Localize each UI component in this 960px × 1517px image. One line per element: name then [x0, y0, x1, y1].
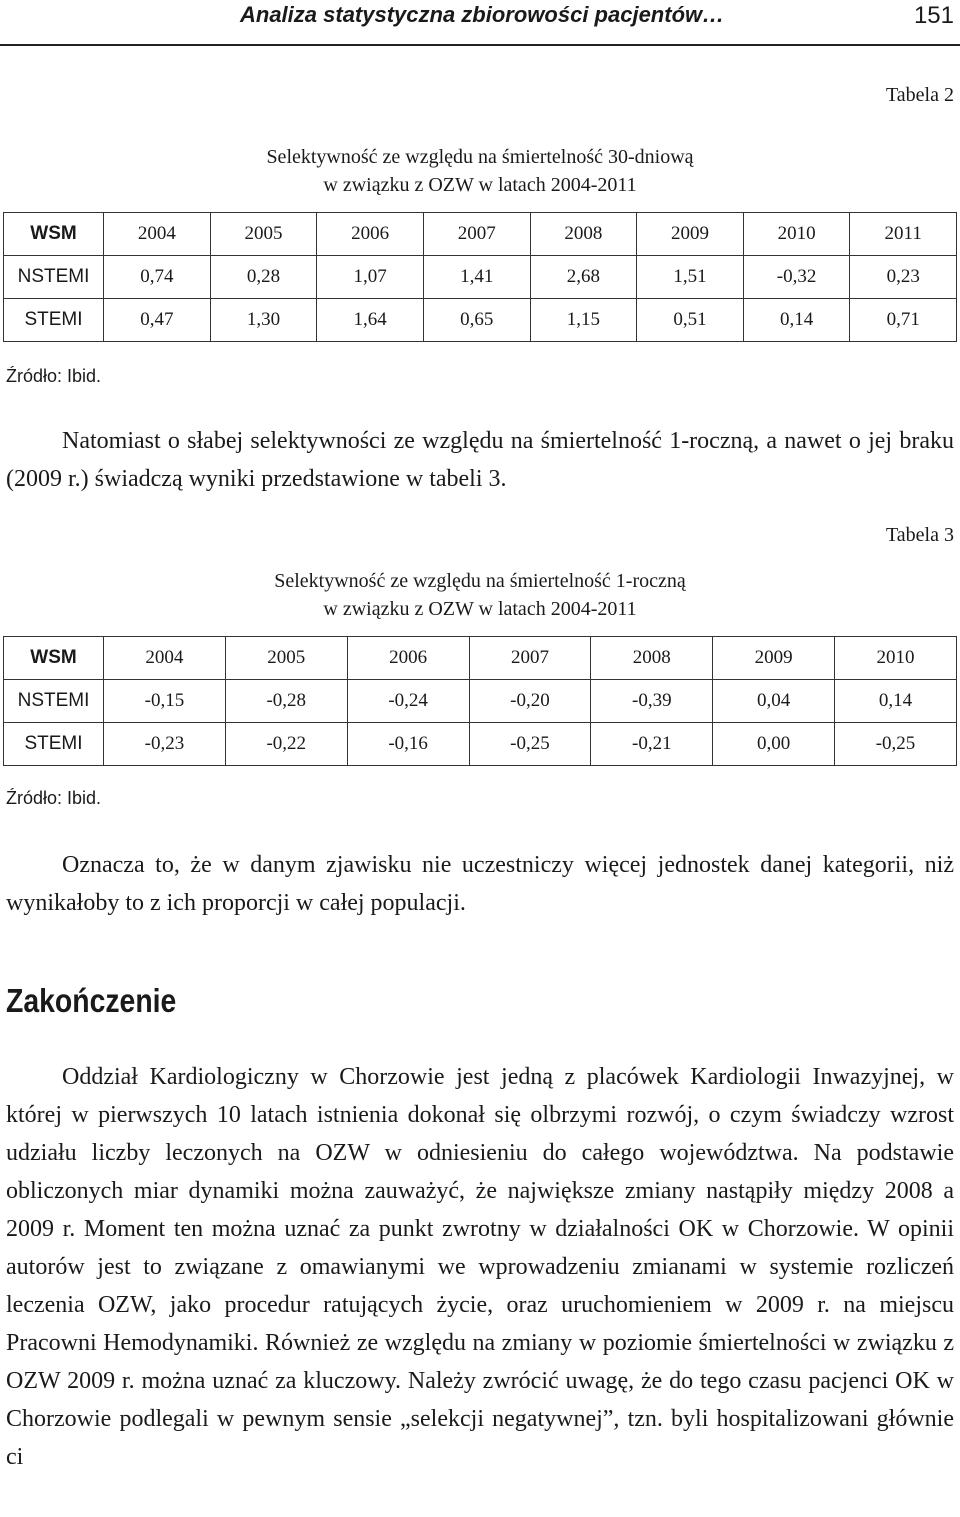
row-header-cell: STEMI: [4, 299, 104, 342]
table3-source: Źródło: Ibid.: [6, 788, 102, 808]
table-row: [4, 680, 957, 723]
page-number: 151: [913, 2, 954, 29]
table-cell: 0,71: [850, 299, 957, 342]
table-cell: -0,25: [835, 723, 957, 766]
table-cell: -0,23: [104, 723, 226, 766]
table-cell: -0,32: [743, 256, 850, 299]
paragraph-1: [6, 422, 954, 498]
table-cell: -0,25: [469, 723, 591, 766]
table-cell: 0,28: [210, 256, 317, 299]
table-cell: 2007: [469, 637, 591, 680]
row-header-cell: STEMI: [4, 723, 104, 766]
table-cell: 0,47: [104, 299, 211, 342]
table-cell: 2010: [743, 213, 850, 256]
table-cell: -0,24: [347, 680, 469, 723]
row-header-cell: NSTEMI: [4, 680, 104, 723]
table-cell: -0,15: [104, 680, 226, 723]
table-cell: 1,30: [210, 299, 317, 342]
table-cell: 2,68: [530, 256, 637, 299]
paragraph-3-text: Oddział Kardiologiczny w Chorzowie jest jedną z placówek Kardiologii Inwazyjnej, w której w pierwszych 10 latach istnienia dokonał się olbrzymi rozwój, o czym świadczy wzrost udziału liczby leczonych na OZW w odniesieniu do całego województwa. Na podstawie obliczonych miar dynamiki można zauważyć, że największe zmiany nastąpiły między 2008 a 2009 r. Moment ten można uznać za punkt zwrotny w działalności OK w Chorzowie. W opinii autorów jest to związane z omawianymi we wprowadzeniu zmianami w systemie rozliczeń leczenia OZW, jako procedur ratujących życie, oraz uruchomieniem w 2009 r. na miejscu Pracowni Hemodynamiki. Również ze względu na zmiany w poziomie śmiertelności w związku z OZW 2009 r. można uznać za kluczowy. Należy zwrócić uwagę, że do tego czasu pacjenci OK w Chorzowie podlegali w pewnym sensie „selekcji negatywnej”, tzn. byli hospitalizowani głównie ci: [6, 1064, 954, 1470]
table2: [3, 212, 957, 342]
table-cell: -0,20: [469, 680, 591, 723]
table-cell: 2009: [637, 213, 744, 256]
table3-caption-line1: Selektywność ze względu na śmiertelność 1-roczną: [274, 570, 686, 592]
table-cell: 2006: [317, 213, 424, 256]
table-cell: 2010: [835, 637, 957, 680]
table-cell: 1,07: [317, 256, 424, 299]
paragraph-1-text: Natomiast o słabej selektywności ze względu na śmiertelność 1-roczną, a nawet o jej braku (2009 r.) świadczą wyniki przedstawione w tabeli 3.: [6, 428, 954, 492]
table-cell: 0,04: [713, 680, 835, 723]
table-cell: 0,74: [104, 256, 211, 299]
paragraph-3: [6, 1058, 954, 1476]
table-cell: 2011: [850, 213, 957, 256]
row-header-cell: WSM: [4, 637, 104, 680]
table2-caption-line1: Selektywność ze względu na śmiertelność 30-dniową: [266, 146, 694, 168]
table-cell: 0,23: [850, 256, 957, 299]
table-cell: 2004: [104, 213, 211, 256]
table-row: [4, 723, 957, 766]
paragraph-2: [6, 846, 954, 922]
table-cell: -0,22: [225, 723, 347, 766]
table3-label: Tabela 3: [885, 524, 954, 546]
row-header-cell: WSM: [4, 213, 104, 256]
table2-label: Tabela 2: [885, 84, 954, 106]
table-cell: -0,39: [591, 680, 713, 723]
table-row: [4, 299, 957, 342]
table3: [3, 636, 957, 766]
running-header: [0, 0, 960, 46]
table-cell: 0,14: [743, 299, 850, 342]
running-title: Analiza statystyczna zbiorowości pacjentów…: [240, 2, 725, 27]
table-cell: 2004: [104, 637, 226, 680]
table-cell: 2008: [530, 213, 637, 256]
table-cell: 2008: [591, 637, 713, 680]
table-cell: 2006: [347, 637, 469, 680]
table-row: [4, 256, 957, 299]
table2-caption-line2: w związku z OZW w latach 2004-2011: [323, 174, 637, 196]
table-cell: 1,15: [530, 299, 637, 342]
table-cell: -0,21: [591, 723, 713, 766]
table-cell: 0,00: [713, 723, 835, 766]
table-cell: 1,64: [317, 299, 424, 342]
table-cell: 0,65: [423, 299, 530, 342]
table-cell: -0,16: [347, 723, 469, 766]
table-cell: 2009: [713, 637, 835, 680]
table-cell: 1,51: [637, 256, 744, 299]
table3-caption-line2: w związku z OZW w latach 2004-2011: [323, 598, 637, 620]
section-heading: Zakończenie: [6, 982, 177, 1019]
table2-source: Źródło: Ibid.: [6, 366, 102, 386]
row-header-cell: NSTEMI: [4, 256, 104, 299]
table-header-row: [4, 213, 957, 256]
table-header-row: [4, 637, 957, 680]
table-cell: 0,14: [835, 680, 957, 723]
paragraph-2-text: Oznacza to, że w danym zjawisku nie uczestniczy więcej jednostek danej kategorii, niż wynikałoby to z ich proporcji w całej populacji.: [6, 852, 954, 916]
table-cell: 2005: [225, 637, 347, 680]
table-cell: 2005: [210, 213, 317, 256]
table-cell: 2007: [423, 213, 530, 256]
table-cell: 1,41: [423, 256, 530, 299]
table-cell: -0,28: [225, 680, 347, 723]
table-cell: 0,51: [637, 299, 744, 342]
